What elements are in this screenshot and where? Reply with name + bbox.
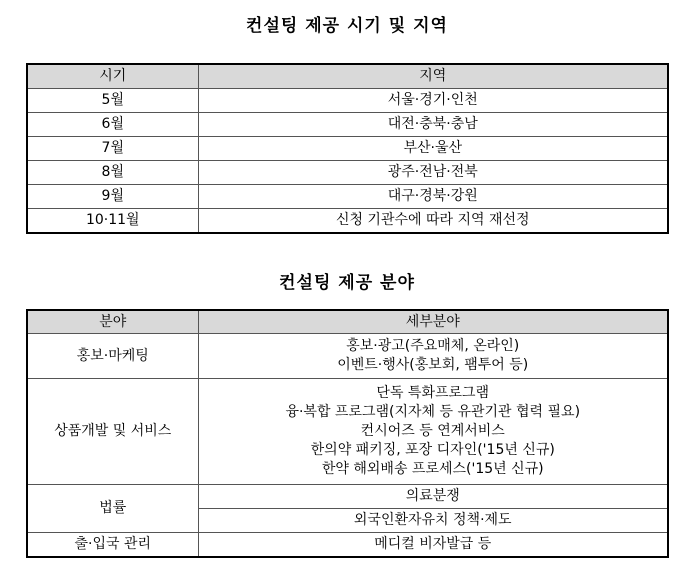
column-header-region: 지역 (198, 64, 668, 89)
fields-table (26, 309, 669, 558)
period-cell: 6월 (27, 113, 198, 137)
region-cell: 대구·경북·강원 (198, 185, 668, 209)
region-cell: 대전·충북·충남 (198, 113, 668, 137)
details-cell (198, 334, 668, 379)
schedule-section-title: 컨설팅 제공 시기 및 지역 (246, 16, 448, 36)
table-header-row (27, 64, 668, 89)
table-row (27, 137, 668, 161)
detail-line: 단독 특화프로그램 (376, 385, 490, 401)
region-cell: 부산·울산 (198, 137, 668, 161)
period-cell: 5월 (27, 89, 198, 113)
table-row (27, 89, 668, 113)
detail-line: 한의약 패키징, 포장 디자인('15년 신규) (310, 442, 555, 458)
details-cell: 메디컬 비자발급 등 (198, 533, 668, 558)
field-cell: 법률 (27, 485, 198, 533)
column-header-field: 분야 (27, 310, 198, 334)
field-cell: 홍보·마케팅 (27, 334, 198, 379)
table-row (27, 485, 668, 509)
period-cell: 9월 (27, 185, 198, 209)
column-header-period: 시기 (27, 64, 198, 89)
table-row (27, 533, 668, 558)
detail-line: 한약 해외배송 프로세스('15년 신규) (321, 461, 544, 477)
detail-line: 융·복합 프로그램(지자체 등 유관기관 협력 필요) (285, 404, 581, 420)
details-cell: 외국인환자유치 정책·제도 (198, 509, 668, 533)
fields-section-title: 컨설팅 제공 분야 (279, 273, 415, 293)
schedule-table (26, 63, 669, 234)
column-header-details: 세부분야 (198, 310, 668, 334)
table-header-row (27, 310, 668, 334)
table-row (27, 161, 668, 185)
region-cell: 신청 기관수에 따라 지역 재선정 (198, 209, 668, 234)
table-row (27, 209, 668, 234)
field-cell: 출·입국 관리 (27, 533, 198, 558)
table-row (27, 113, 668, 137)
period-cell: 8월 (27, 161, 198, 185)
period-cell: 7월 (27, 137, 198, 161)
details-cell: 의료분쟁 (198, 485, 668, 509)
table-row (27, 185, 668, 209)
region-cell: 서울·경기·인천 (198, 89, 668, 113)
table-row (27, 334, 668, 379)
field-cell: 상품개발 및 서비스 (27, 379, 198, 485)
details-cell (198, 379, 668, 485)
period-cell: 10·11월 (27, 209, 198, 234)
detail-line: 홍보·광고(주요매체, 온라인) (346, 338, 520, 354)
detail-line: 이벤트·행사(홍보회, 팸투어 등) (337, 357, 529, 373)
table-row (27, 379, 668, 485)
detail-line: 컨시어즈 등 연계서비스 (360, 423, 505, 439)
region-cell: 광주·전남·전북 (198, 161, 668, 185)
